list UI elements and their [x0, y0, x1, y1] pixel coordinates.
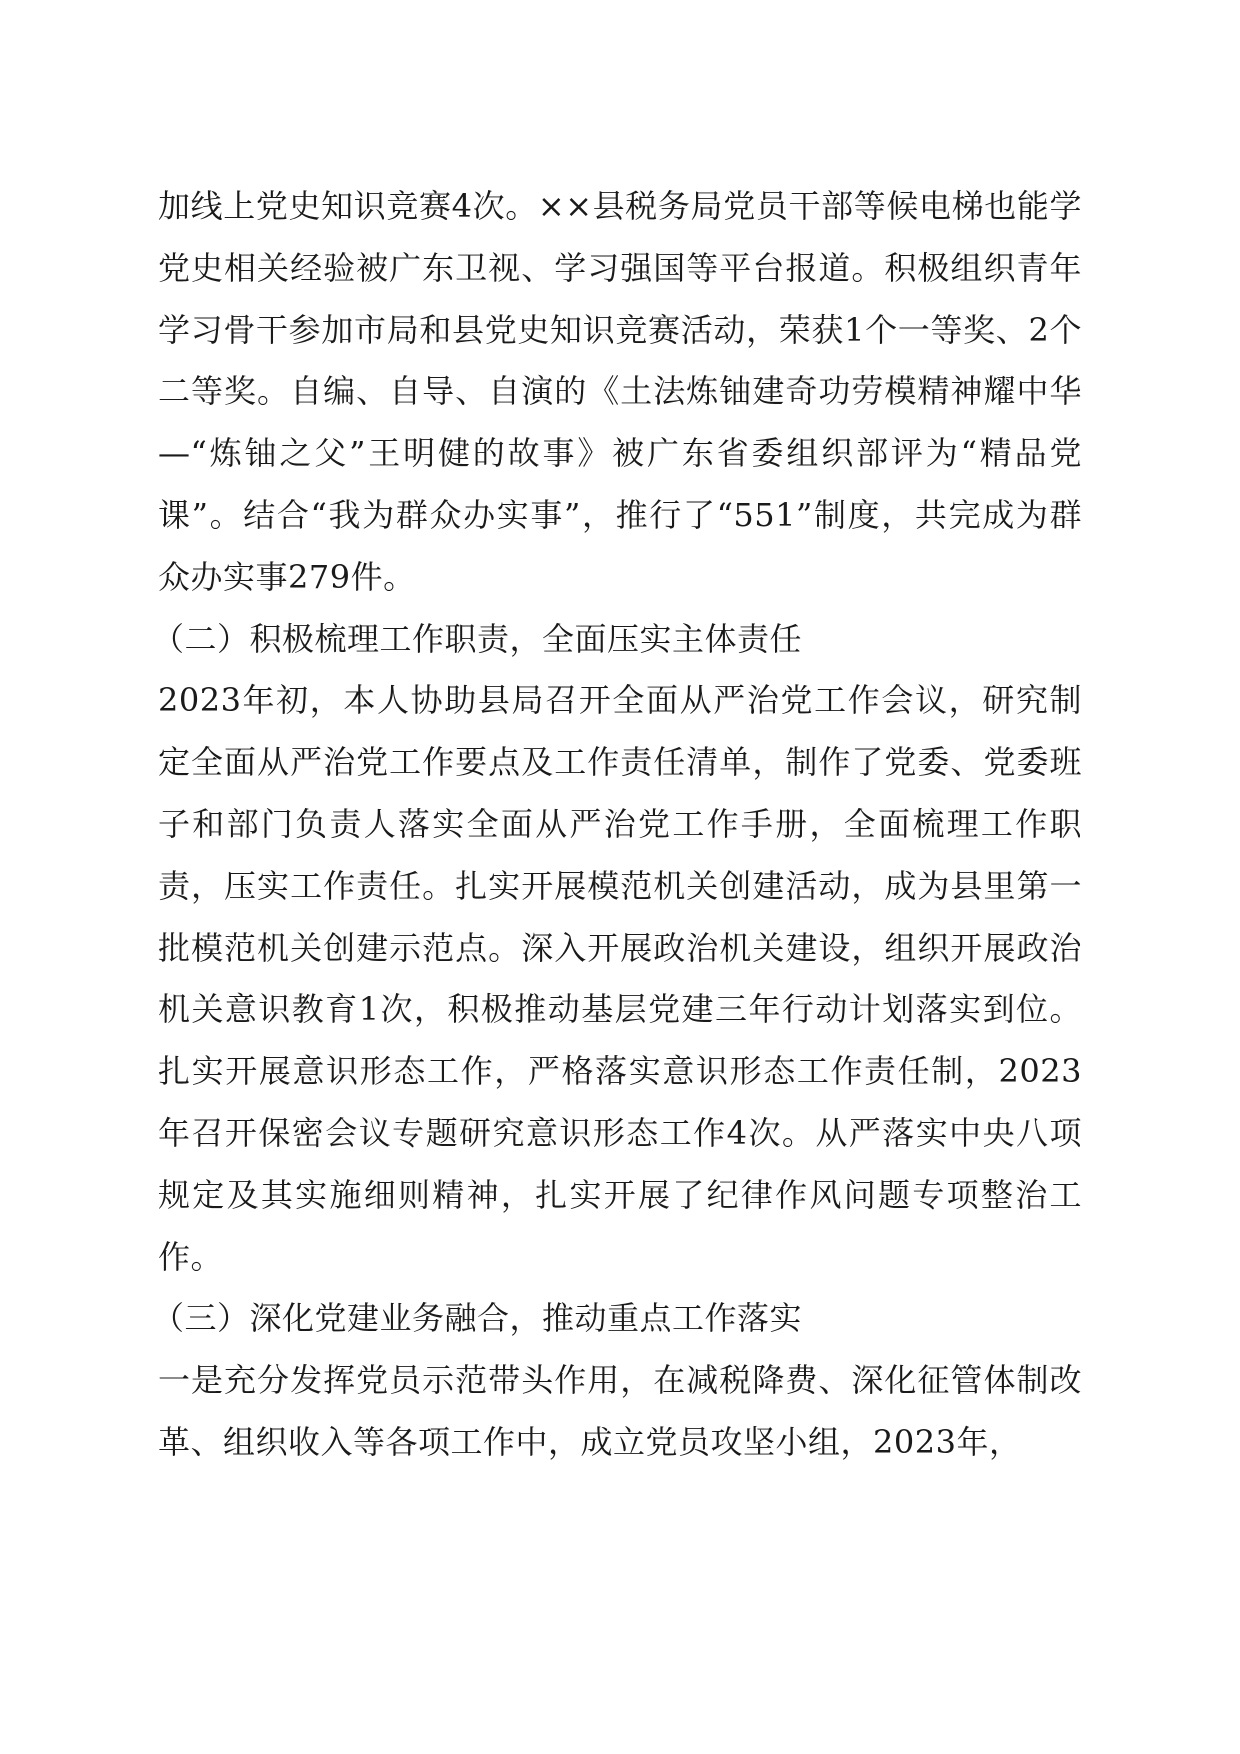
body-paragraph-2: 2023年初，本人协助县局召开全面从严治党工作会议，研究制定全面从严治党工作要点及工作责任清单，制作了党委、党委班子和部门负责人落实全面从严治党工作手册，全面梳理工作职责，压实工作责任。扎实开展模范机关创建活动，成为县里第一批模范机关创建示范点。深入开展政治机关建设，组织开展政治机关意识教育1次，积极推动基层党建三年行动计划落实到位。扎实开展意识形态工作，严格落实意识形态工作责任制，2023年召开保密会议专题研究意识形态工作4次。从严落实中央八项规定及其实施细则精神，扎实开展了纪律作风问题专项整治工作。	[158, 681, 1082, 1276]
section-heading-3: （三）深化党建业务融合，推动重点工作落实	[152, 1299, 803, 1338]
section-heading-2: （二）积极梳理工作职责，全面压实主体责任	[152, 619, 803, 658]
body-paragraph-1: 加线上党史知识竞赛4次。××县税务局党员干部等候电梯也能学党史相关经验被广东卫视、学习强国等平台报道。积极组织青年学习骨干参加市局和县党史知识竞赛活动，荣获1个一等奖、2个二等奖。自编、自导、自演的《土法炼铀建奇功劳模精神耀中华—“炼铀之父”王明健的故事》被广东省委组织部评为“精品党课”。结合“我为群众办实事”，推行了“551”制度，共完成为群众办实事279件。	[158, 187, 1082, 596]
body-paragraph-3: 一是充分发挥党员示范带头作用，在减税降费、深化征管体制改革、组织收入等各项工作中，成立党员攻坚小组，2023年，	[158, 1361, 1082, 1461]
document-body	[152, 176, 1082, 1474]
